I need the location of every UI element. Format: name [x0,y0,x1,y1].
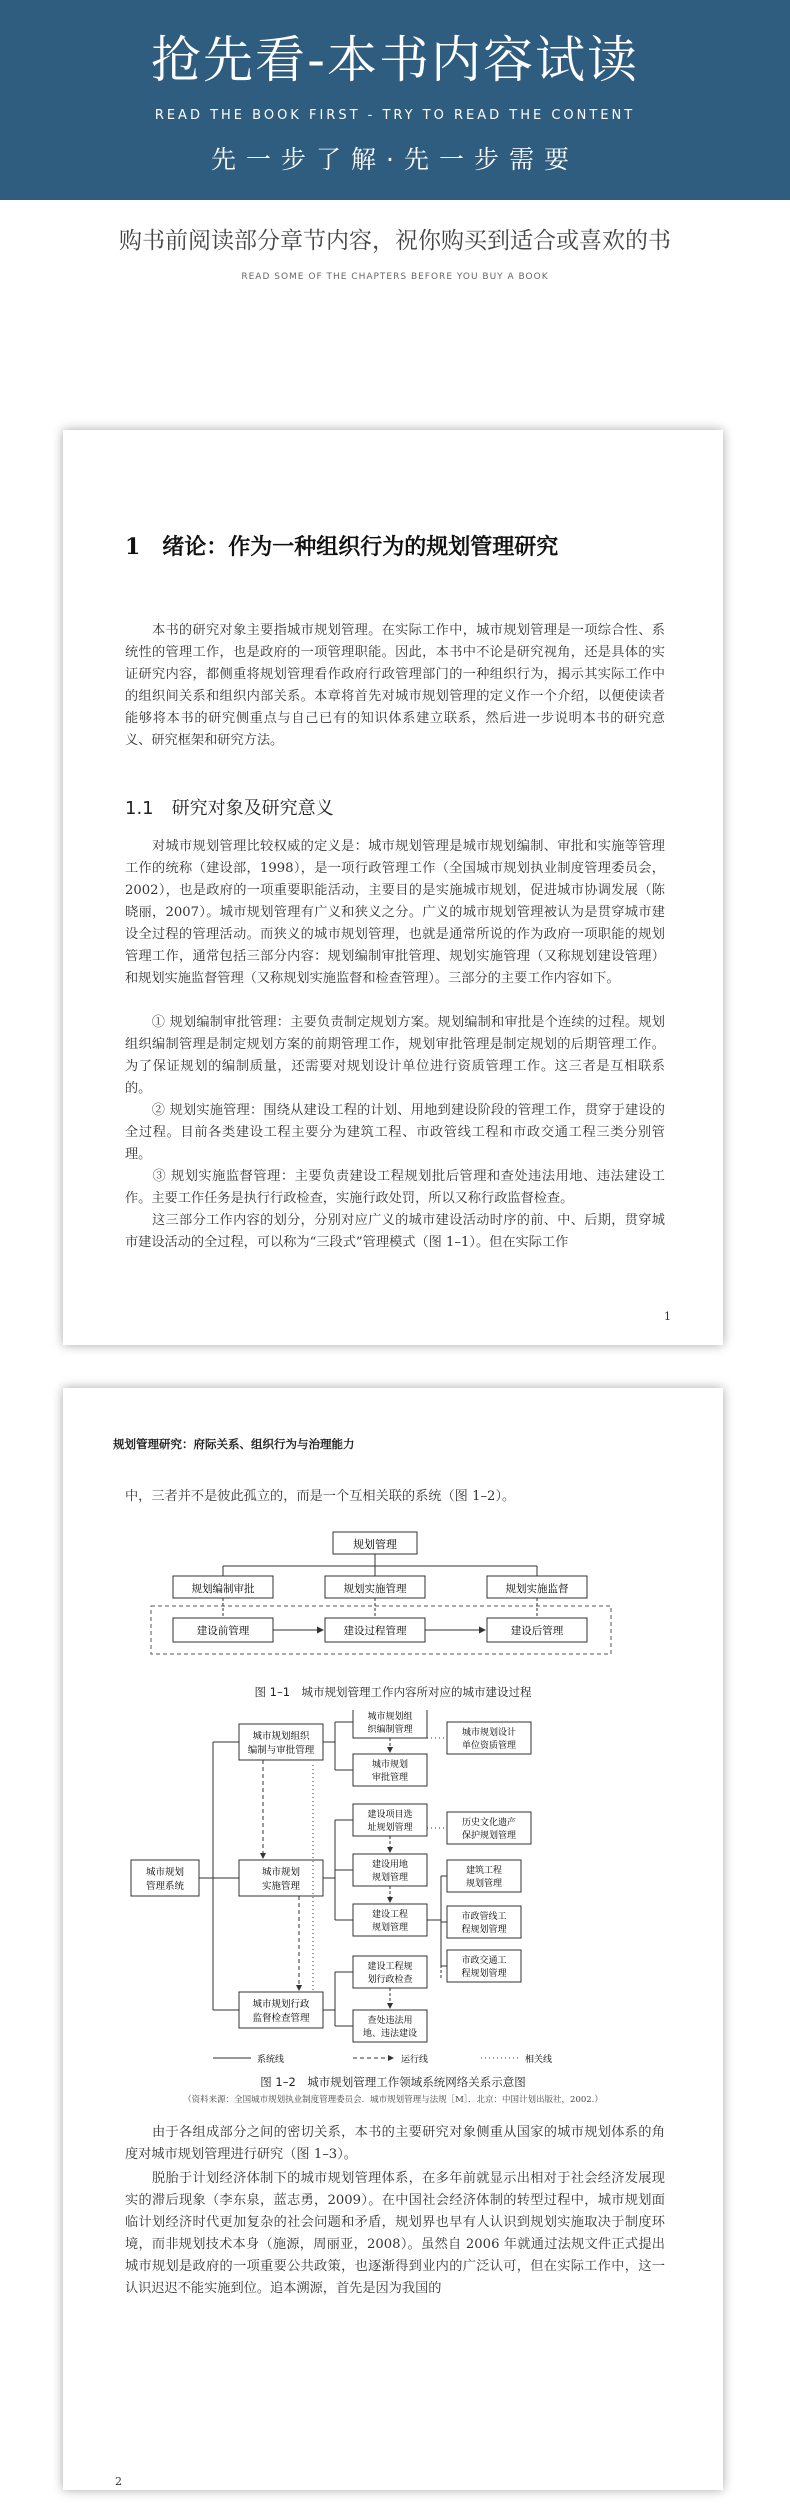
fig2-l2-2b: 审批管理 [371,1773,409,1783]
figure-1-1 [63,1528,723,1678]
fig2-l2-4b: 规划管理 [371,1873,409,1883]
tail-paragraph: 这三部分工作内容的划分，分别对应广义的城市建设活动时序的前、中、后期，贯穿城市建设活动的全过程，可以称为“三段式”管理模式（图 1–1）。但在实际工作 [125,1213,665,1250]
fig1-mid-3: 规划实施监督 [505,1583,569,1595]
fig1-mid-2: 规划实施管理 [343,1583,407,1595]
book-page-1 [63,430,723,1345]
fig2-l3-3a: 建筑工程 [465,1866,503,1876]
fig2-l3-2a: 历史文化遗产 [461,1818,517,1828]
intro-text-en: READ SOME OF THE CHAPTERS BEFORE YOU BUY A BOOK [241,272,549,282]
fig2-legend-3: 相关线 [525,2055,553,2065]
fig1-bottom-3: 建设后管理 [510,1625,564,1637]
book-page-2 [63,1388,723,2490]
fig2-l2-1a: 城市规划组 [367,1712,413,1722]
paragraph-3: 脱胎于计划经济体制下的城市规划管理体系，在多年前就显示出相对于社会经济发展现实的滞后现象（李东泉，蓝志勇，2009）。在中国社会经济体制的转型过程中，城市规划面临计划经济时代更加复杂的社会问题和矛盾，规划界也早有人认识到规划实施取决于制度环境，而非规划技术本身（施源，周丽亚，2008）。虽然自 2006 年就通过法规文件正式提出城市规划是政府的一项重要公共政策，也逐渐得到业内的广泛认可，但在实际工作中，这一认识迟迟不能实施到位。追本溯源，首先是因为我国的 [125,2171,665,2296]
fig2-l3-4a: 市政管线工 [461,1912,507,1922]
fig2-l2-2a: 城市规划 [371,1760,409,1770]
fig2-l3-1a: 城市规划设计 [461,1728,517,1738]
fig1-top-label: 规划管理 [353,1538,397,1551]
fig2-root-1: 城市规划 [145,1867,185,1878]
page-number: 2 [115,2475,122,2488]
paragraph-2: 由于各组成部分之间的密切关系，本书的主要研究对象侧重从国家的城市规划体系的角度对城市规划管理进行研究（图 1–3）。 [125,2125,665,2162]
chapter-title: 1 绪论：作为一种组织行为的规划管理研究 [125,534,559,560]
fig2-l2-5a: 建设工程 [371,1910,409,1920]
section-title: 1.1 研究对象及研究意义 [125,798,334,819]
banner-subtitle: 先一步了解·先一步需要 [211,145,579,174]
fig2-l1-3b: 监督检查管理 [252,2013,310,2024]
fig2-l1-2a: 城市规划 [261,1867,301,1878]
fig1-mid-1: 规划编制审批 [191,1583,255,1595]
list-item-3: ③ 规划实施监督管理：主要负责建设工程规划批后管理和查处违法用地、违法建设工作。主要工作任务是执行行政检查，实施行政处罚，所以又称行政监督检查。 [125,1169,665,1206]
fig2-source: （资料来源：全国城市规划执业制度管理委员会．城市规划管理与法规［M］．北京：中国计划出版社，2002.） [183,2095,603,2105]
fig2-l3-4b: 程规划管理 [461,1925,507,1935]
fig2-l1-3a: 城市规划行政 [252,1999,310,2010]
list-item-2: ② 规划实施管理：围绕从建设工程的计划、用地到建设阶段的管理工作，贯穿于建设的全过程。目前各类建设工程主要分为建筑工程、市政管线工程和市政交通工程三类分别管理。 [125,1103,665,1162]
fig2-l3-2b: 保护规划管理 [461,1831,517,1841]
fig2-l3-5a: 市政交通工 [461,1956,507,1966]
fig2-l2-7b: 地、违法建设 [362,2029,418,2039]
figure-1-2 [63,1710,723,2066]
fig2-l2-6a: 建设工程规 [367,1962,413,1972]
fig2-l1-2b: 实施管理 [261,1881,301,1892]
intro-text: 购书前阅读部分章节内容，祝你购买到适合或喜欢的书 [119,228,671,254]
fig2-caption: 图 1–2 城市规划管理工作领域系统网络关系示意图 [260,2075,526,2089]
intro-paragraph: 本书的研究对象主要指城市规划管理。在实际工作中，城市规划管理是一项综合性、系统性的管理工作，也是政府的一项管理职能。因此，本书中不论是研究视角，还是具体的实证研究内容，都侧重将规划管理看作政府行政管理部门的一种组织行为，揭示其实际工作中的组织间关系和组织内部关系。本章将首先对城市规划管理的定义作一个介绍，以便使读者能够将本书的研究侧重点与自己已有的知识体系建立联系，然后进一步说明本书的研究意义、研究框架和研究方法。 [125,623,665,748]
fig2-l2-5b: 规划管理 [371,1923,409,1933]
fig2-l2-1b: 织编制管理 [367,1725,413,1735]
fig2-l3-5b: 程规划管理 [461,1969,507,1979]
banner-title: 抢先看-本书内容试读 [150,31,640,89]
fig2-l1-1a: 城市规划组织 [252,1731,310,1742]
fig2-l3-1b: 单位资质管理 [461,1741,517,1751]
fig2-l2-7a: 查处违法用 [367,2016,413,2026]
body-paragraph: 对城市规划管理比较权威的定义是：城市规划管理是城市规划编制、审批和实施等管理工作的统称（建设部，1998），是一项行政管理工作（全国城市规划执业制度管理委员会，2002），也是政府的一项重要职能活动，主要目的是实施城市规划，促进城市协调发展（陈晓丽，2007）。城市规划管理有广义和狭义之分。广义的城市规划管理被认为是贯穿城市建设全过程的管理活动。而狭义的城市规划管理，也就是通常所说的作为政府一项职能的规划管理工作，通常包括三部分内容：规划编制审批管理、规划实施管理（又称规划建设管理）和规划实施监督管理（又称规划实施监督和检查管理）。三部分的主要工作内容如下。 [125,839,665,986]
page-number: 1 [664,1310,671,1323]
first-line: 中，三者并不是彼此孤立的，而是一个互相关联的系统（图 1–2）。 [125,1489,516,1504]
banner-subtitle-en: READ THE BOOK FIRST - TRY TO READ THE CONTENT [154,108,636,123]
fig2-l2-3b: 址规划管理 [367,1823,413,1833]
header-banner [0,0,790,200]
fig1-bottom-1: 建设前管理 [196,1625,250,1637]
fig1-caption: 图 1–1 城市规划管理工作内容所对应的城市建设过程 [254,1685,532,1699]
fig2-l2-3a: 建设项目选 [367,1810,413,1820]
list-item-1: ① 规划编制审批管理：主要负责制定规划方案。规划编制和审批是个连续的过程。规划组织编制管理是制定规划方案的前期管理工作，规划审批管理是制定规划的后期管理工作。为了保证规划的编制质量，还需要对规划设计单位进行资质管理工作。这三者是互相联系的。 [125,1015,665,1096]
fig2-l3-3b: 规划管理 [465,1879,503,1889]
fig2-l2-4a: 建设用地 [371,1860,409,1870]
fig2-legend-1: 系统线 [257,2055,285,2065]
fig2-l2-6b: 划行政检查 [367,1975,413,1985]
running-head: 规划管理研究：府际关系、组织行为与治理能力 [113,1437,355,1451]
fig2-legend-2: 运行线 [401,2055,429,2065]
fig1-bottom-2: 建设过程管理 [343,1625,407,1637]
fig2-l1-1b: 编制与审批管理 [247,1745,315,1756]
fig2-root-2: 管理系统 [145,1881,185,1892]
